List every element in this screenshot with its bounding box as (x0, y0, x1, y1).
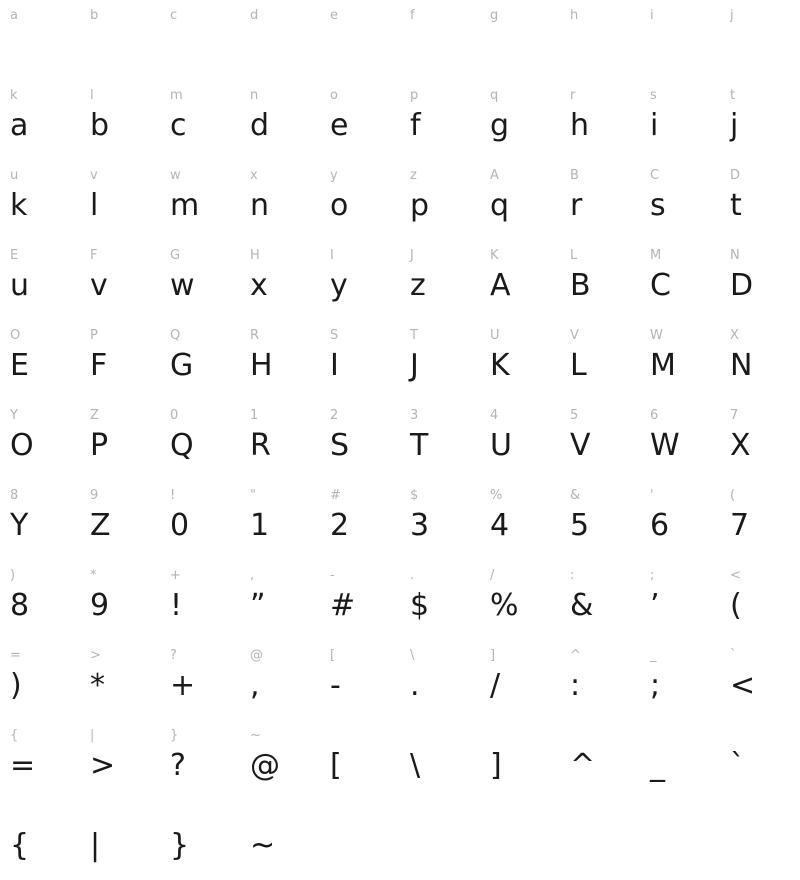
character-glyph: 5 (570, 508, 590, 543)
character-cell (480, 720, 560, 800)
character-code-label: | (90, 728, 95, 743)
character-cell (720, 0, 800, 80)
character-glyph: \ (410, 748, 421, 783)
character-glyph: d (250, 108, 270, 143)
character-code-label: e (330, 8, 338, 23)
character-glyph: ) (10, 668, 22, 703)
character-cell (160, 0, 240, 80)
character-cell (560, 240, 640, 320)
character-code-label: ) (10, 568, 16, 583)
character-glyph: / (490, 668, 501, 703)
character-glyph: A (490, 268, 511, 303)
character-cell (640, 240, 720, 320)
character-code-label: j (730, 8, 734, 23)
character-cell (240, 720, 320, 800)
character-cell (160, 560, 240, 640)
character-cell (560, 400, 640, 480)
character-cell (0, 480, 80, 560)
character-glyph: w (170, 268, 195, 303)
character-code-label: " (250, 488, 256, 503)
character-cell (480, 480, 560, 560)
character-code-label: K (490, 248, 499, 263)
character-code-label: I (330, 248, 334, 263)
character-cell (0, 800, 80, 880)
character-cell (400, 160, 480, 240)
character-glyph: [ (330, 748, 342, 783)
character-code-label: r (570, 88, 576, 103)
character-cell (560, 560, 640, 640)
character-cell (640, 640, 720, 720)
character-code-label: N (730, 248, 740, 263)
character-glyph: H (250, 348, 273, 383)
character-cell (640, 320, 720, 400)
character-code-label: L (570, 248, 578, 263)
character-cell (320, 0, 400, 80)
character-code-label: ; (650, 568, 655, 583)
character-code-label: 2 (330, 408, 339, 423)
character-glyph: { (10, 828, 30, 863)
character-code-label: \ (410, 648, 415, 663)
character-code-label: ^ (570, 648, 581, 663)
character-code-label: i (650, 8, 654, 23)
character-cell (320, 400, 400, 480)
character-glyph: 8 (10, 588, 30, 623)
character-code-label: g (490, 8, 499, 23)
character-glyph: k (10, 188, 28, 223)
character-glyph: R (250, 428, 271, 463)
character-cell (400, 320, 480, 400)
character-cell (560, 480, 640, 560)
character-cell (720, 480, 800, 560)
character-code-label: f (410, 8, 415, 23)
character-code-label: - (330, 568, 335, 583)
character-cell (720, 560, 800, 640)
character-code-label: ? (170, 648, 177, 663)
character-code-label: 7 (730, 408, 739, 423)
character-glyph: ? (170, 748, 186, 783)
character-glyph: } (170, 828, 190, 863)
character-cell (400, 80, 480, 160)
character-code-label: / (490, 568, 495, 583)
character-glyph: p (410, 188, 430, 223)
character-glyph: - (330, 668, 341, 703)
character-code-label: w (170, 168, 181, 183)
character-cell (160, 720, 240, 800)
character-cell (320, 240, 400, 320)
character-code-label: , (250, 568, 255, 583)
character-glyph: D (730, 268, 754, 303)
character-code-label: @ (250, 648, 263, 663)
character-cell (240, 560, 320, 640)
character-cell (80, 320, 160, 400)
character-cell (640, 80, 720, 160)
character-code-label: n (250, 88, 259, 103)
character-glyph: L (570, 348, 587, 383)
character-code-label: M (650, 248, 662, 263)
character-code-label: 6 (650, 408, 659, 423)
character-cell (720, 800, 800, 880)
character-glyph: U (490, 428, 512, 463)
character-code-label: * (90, 568, 97, 583)
character-cell (160, 480, 240, 560)
character-code-label: a (10, 8, 18, 23)
character-code-label: c (170, 8, 178, 23)
character-cell (160, 160, 240, 240)
character-glyph: + (170, 668, 196, 703)
character-cell (560, 640, 640, 720)
character-cell (400, 400, 480, 480)
character-code-label: [ (330, 648, 336, 663)
character-cell (320, 480, 400, 560)
character-glyph: Q (170, 428, 194, 463)
character-cell (160, 80, 240, 160)
character-glyph: V (570, 428, 591, 463)
character-cell (480, 560, 560, 640)
character-glyph: u (10, 268, 30, 303)
character-glyph: ] (490, 748, 502, 783)
character-glyph: F (90, 348, 108, 383)
character-cell (160, 640, 240, 720)
character-code-label: X (730, 328, 739, 343)
character-cell (240, 0, 320, 80)
character-code-label: S (330, 328, 339, 343)
character-cell (480, 240, 560, 320)
character-cell (640, 560, 720, 640)
character-glyph: G (170, 348, 194, 383)
character-code-label: C (650, 168, 660, 183)
character-cell (80, 240, 160, 320)
character-code-label: m (170, 88, 183, 103)
character-glyph: q (490, 188, 510, 223)
character-cell (640, 800, 720, 880)
character-code-label: ! (170, 488, 176, 503)
character-code-label: D (730, 168, 741, 183)
character-cell (320, 160, 400, 240)
character-cell (0, 640, 80, 720)
character-code-label: u (10, 168, 19, 183)
character-glyph: I (330, 348, 339, 383)
character-code-label: # (330, 488, 341, 503)
character-cell (80, 160, 160, 240)
character-cell (80, 720, 160, 800)
character-cell (240, 640, 320, 720)
character-code-label: R (250, 328, 260, 343)
character-glyph: P (90, 428, 109, 463)
character-cell (320, 720, 400, 800)
character-cell (720, 640, 800, 720)
character-code-label: ' (650, 488, 654, 503)
character-glyph: 3 (410, 508, 430, 543)
character-cell (560, 160, 640, 240)
character-glyph: * (90, 668, 105, 703)
character-cell (160, 400, 240, 480)
character-cell (720, 80, 800, 160)
character-code-label: x (250, 168, 258, 183)
character-glyph: s (650, 188, 666, 223)
character-glyph: 6 (650, 508, 670, 543)
character-code-label: $ (410, 488, 419, 503)
character-glyph: ~ (250, 828, 276, 863)
character-cell (240, 320, 320, 400)
character-glyph: ` (730, 748, 745, 783)
character-cell (480, 160, 560, 240)
character-glyph: r (570, 188, 583, 223)
character-code-label: G (170, 248, 181, 263)
character-glyph: @ (250, 748, 280, 783)
character-cell (560, 720, 640, 800)
character-cell (640, 720, 720, 800)
character-cell (720, 240, 800, 320)
character-glyph: & (570, 588, 594, 623)
character-code-label: } (170, 728, 179, 743)
character-cell (640, 0, 720, 80)
character-glyph: c (170, 108, 187, 143)
character-code-label: W (650, 328, 663, 343)
character-glyph: 2 (330, 508, 350, 543)
character-code-label: B (570, 168, 579, 183)
character-glyph: | (90, 828, 101, 863)
character-code-label: % (490, 488, 503, 503)
character-glyph: v (90, 268, 108, 303)
character-code-label: = (10, 648, 21, 663)
character-glyph: ^ (570, 748, 596, 783)
character-cell (560, 320, 640, 400)
character-glyph: g (490, 108, 510, 143)
character-glyph: J (410, 348, 419, 383)
character-cell (480, 800, 560, 880)
character-code-label: J (410, 248, 414, 263)
character-glyph: z (410, 268, 426, 303)
character-glyph: f (410, 108, 421, 143)
character-code-label: ( (730, 488, 736, 503)
character-cell (320, 80, 400, 160)
character-cell (240, 160, 320, 240)
character-cell (0, 400, 80, 480)
character-glyph: j (730, 108, 739, 143)
character-glyph: E (10, 348, 29, 383)
character-glyph: b (90, 108, 110, 143)
character-cell (480, 640, 560, 720)
character-glyph: B (570, 268, 591, 303)
character-code-label: ~ (250, 728, 261, 743)
character-cell (80, 80, 160, 160)
character-code-label: o (330, 88, 338, 103)
character-glyph: ; (650, 668, 661, 703)
character-code-label: V (570, 328, 579, 343)
character-glyph: M (650, 348, 676, 383)
character-cell (320, 320, 400, 400)
character-glyph: T (410, 428, 429, 463)
character-glyph: 4 (490, 508, 510, 543)
character-cell (560, 0, 640, 80)
character-cell (0, 720, 80, 800)
character-glyph: N (730, 348, 753, 383)
character-code-label: 8 (10, 488, 19, 503)
character-cell (240, 480, 320, 560)
character-cell (320, 560, 400, 640)
character-cell (560, 800, 640, 880)
character-cell (560, 80, 640, 160)
character-code-label: Z (90, 408, 99, 423)
character-glyph: , (250, 668, 260, 703)
character-code-label: < (730, 568, 741, 583)
character-glyph: n (250, 188, 270, 223)
character-glyph: Z (90, 508, 111, 543)
character-cell (240, 800, 320, 880)
character-glyph: t (730, 188, 742, 223)
character-code-label: ] (490, 648, 496, 663)
character-cell (80, 480, 160, 560)
character-code-label: : (570, 568, 575, 583)
character-cell (240, 400, 320, 480)
character-code-label: U (490, 328, 500, 343)
character-code-label: . (410, 568, 415, 583)
character-cell (0, 160, 80, 240)
character-glyph: C (650, 268, 671, 303)
character-glyph: i (650, 108, 659, 143)
character-code-label: l (90, 88, 94, 103)
character-code-label: T (410, 328, 418, 343)
character-cell (160, 240, 240, 320)
character-glyph: > (90, 748, 116, 783)
character-code-label: p (410, 88, 419, 103)
character-glyph: m (170, 188, 200, 223)
character-glyph: x (250, 268, 268, 303)
character-cell (640, 400, 720, 480)
character-code-label: Q (170, 328, 181, 343)
character-cell (640, 480, 720, 560)
character-code-label: d (250, 8, 259, 23)
character-code-label: 4 (490, 408, 499, 423)
character-glyph: e (330, 108, 349, 143)
character-code-label: + (170, 568, 181, 583)
character-glyph: : (570, 668, 581, 703)
character-glyph: = (10, 748, 36, 783)
character-cell (0, 240, 80, 320)
character-code-label: O (10, 328, 21, 343)
character-cell (80, 400, 160, 480)
character-cell (240, 80, 320, 160)
character-code-label: > (90, 648, 101, 663)
character-code-label: _ (650, 648, 657, 663)
character-cell (0, 320, 80, 400)
character-code-label: 1 (250, 408, 259, 423)
character-code-label: q (490, 88, 499, 103)
character-code-label: v (90, 168, 98, 183)
character-code-label: E (10, 248, 19, 263)
character-code-label: k (10, 88, 18, 103)
character-glyph: ’ (650, 588, 660, 623)
character-cell (720, 320, 800, 400)
character-code-label: { (10, 728, 19, 743)
character-code-label: z (410, 168, 417, 183)
character-glyph: S (330, 428, 350, 463)
character-code-label: A (490, 168, 499, 183)
character-cell (0, 560, 80, 640)
character-cell (0, 80, 80, 160)
character-code-label: H (250, 248, 260, 263)
character-code-label: t (730, 88, 736, 103)
character-code-label: y (330, 168, 338, 183)
character-code-label: ` (730, 648, 737, 663)
character-code-label: b (90, 8, 99, 23)
character-code-label: 9 (90, 488, 99, 503)
character-glyph: ( (730, 588, 742, 623)
character-cell (240, 240, 320, 320)
character-glyph: < (730, 668, 756, 703)
character-glyph: ” (250, 588, 266, 623)
character-cell (160, 800, 240, 880)
character-glyph: _ (650, 748, 665, 783)
character-cell (400, 800, 480, 880)
character-code-label: F (90, 248, 98, 263)
character-cell (400, 480, 480, 560)
character-cell (480, 320, 560, 400)
character-cell (480, 80, 560, 160)
character-glyph: # (330, 588, 356, 623)
character-cell (400, 640, 480, 720)
character-code-label: Y (10, 408, 18, 423)
character-code-label: s (650, 88, 657, 103)
character-glyph: y (330, 268, 348, 303)
character-code-label: 5 (570, 408, 579, 423)
character-glyph: ! (170, 588, 183, 623)
character-cell (80, 640, 160, 720)
character-cell (720, 720, 800, 800)
character-code-label: P (90, 328, 98, 343)
character-cell (720, 160, 800, 240)
character-cell (80, 560, 160, 640)
character-code-label: 3 (410, 408, 419, 423)
character-glyph: Y (10, 508, 29, 543)
character-glyph: O (10, 428, 34, 463)
character-glyph: h (570, 108, 590, 143)
character-glyph: . (410, 668, 420, 703)
character-cell (80, 0, 160, 80)
character-glyph: a (10, 108, 29, 143)
character-cell (320, 640, 400, 720)
character-cell (400, 560, 480, 640)
character-cell (80, 800, 160, 880)
character-cell (400, 0, 480, 80)
character-glyph: X (730, 428, 751, 463)
character-code-label: 0 (170, 408, 179, 423)
character-glyph: W (650, 428, 680, 463)
character-code-label: h (570, 8, 579, 23)
character-cell (400, 240, 480, 320)
character-glyph: o (330, 188, 349, 223)
character-cell (160, 320, 240, 400)
character-cell (720, 400, 800, 480)
character-glyph: % (490, 588, 519, 623)
character-cell (640, 160, 720, 240)
character-glyph: 1 (250, 508, 270, 543)
character-code-label: & (570, 488, 581, 503)
character-cell (320, 800, 400, 880)
character-glyph: K (490, 348, 510, 383)
character-glyph: 9 (90, 588, 110, 623)
character-glyph: 0 (170, 508, 190, 543)
character-cell (0, 0, 80, 80)
character-cell (480, 0, 560, 80)
character-cell (400, 720, 480, 800)
character-glyph: l (90, 188, 99, 223)
character-glyph: $ (410, 588, 430, 623)
character-glyph: 7 (730, 508, 750, 543)
character-cell (480, 400, 560, 480)
